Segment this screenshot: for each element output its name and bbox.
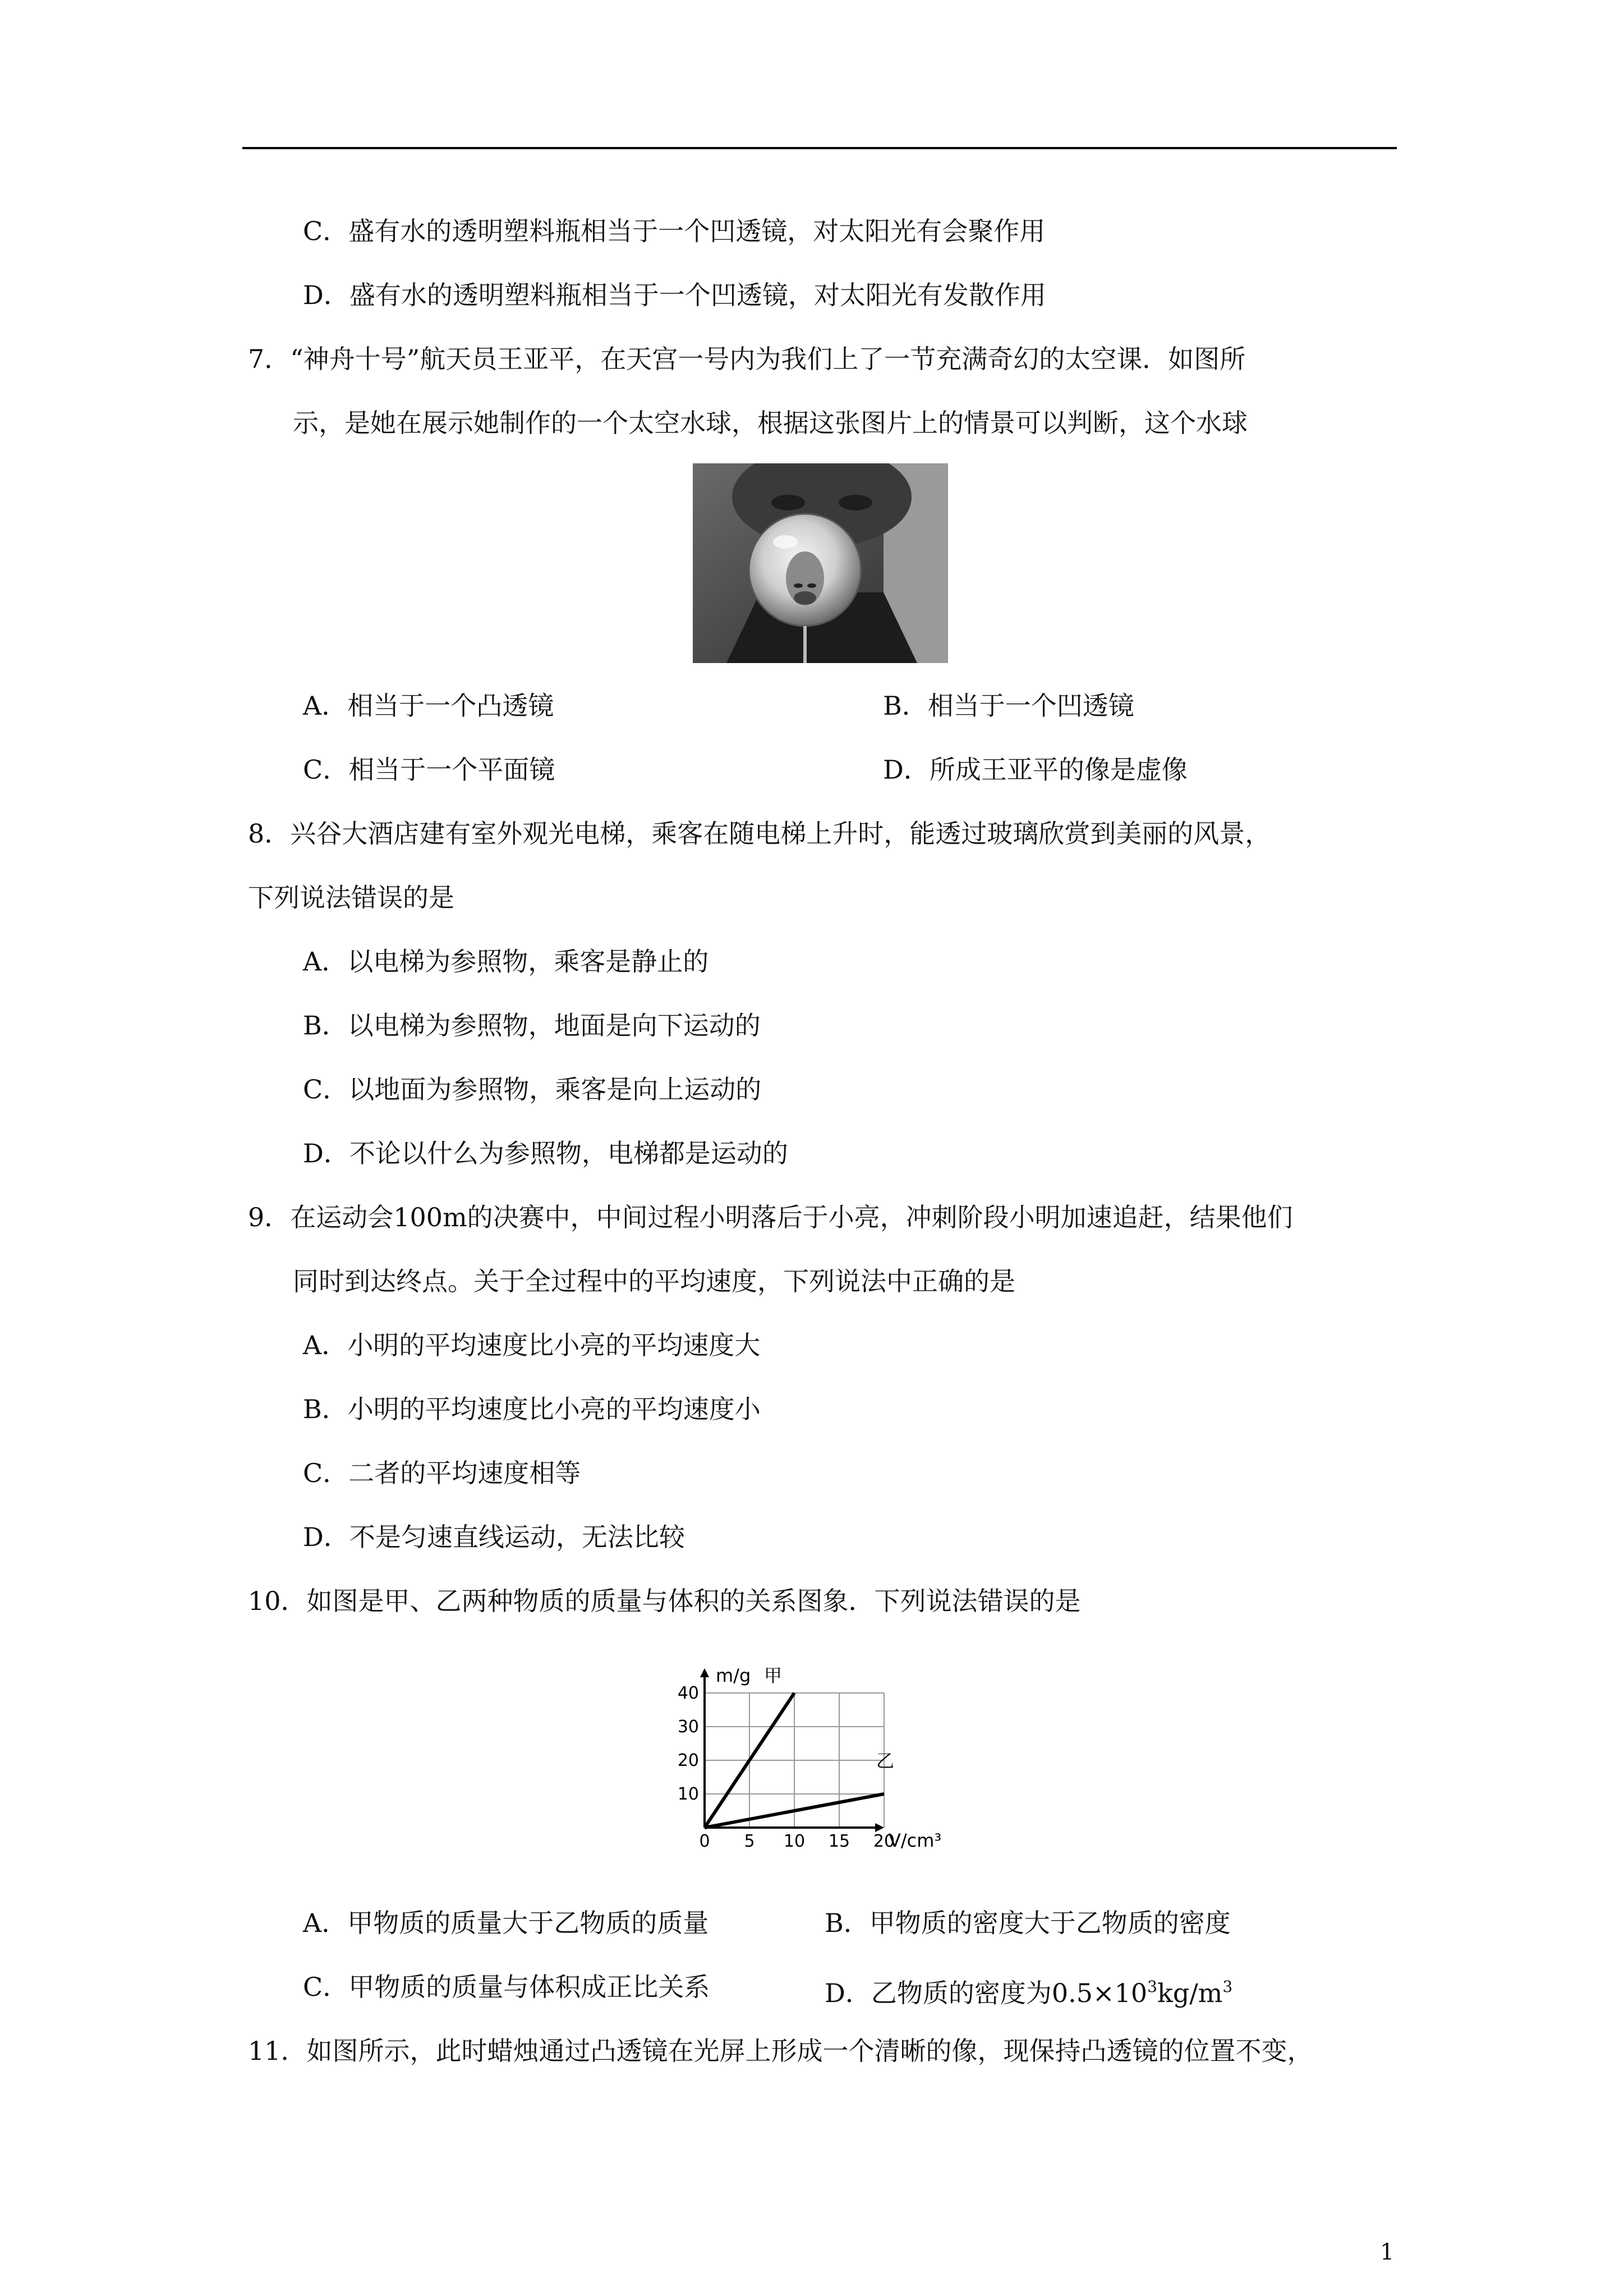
x-tick-0: 0 (699, 1832, 710, 1851)
q8-stem-line1: 8．兴谷大酒店建有室外观光电梯，乘客在随电梯上升时，能透过玻璃欣赏到美丽的风景， (248, 818, 1271, 849)
header-rule (242, 147, 1397, 149)
q9-option-c: C．二者的平均速度相等 (303, 1458, 581, 1488)
x-axis-label: V/cm³ (889, 1830, 942, 1851)
q7-option-c: C．相当于一个平面镜 (303, 754, 555, 785)
x-tick-20: 20 (873, 1832, 895, 1851)
q10-option-d-exponent: 3 (1147, 1977, 1157, 1996)
y-tick-10: 10 (677, 1784, 699, 1804)
q10-option-b: B．甲物质的密度大于乙物质的密度 (825, 1908, 1231, 1938)
x-axis-arrow (875, 1823, 884, 1832)
y-tick-20: 20 (677, 1751, 699, 1770)
q6-option-c: C．盛有水的透明塑料瓶相当于一个凹透镜，对太阳光有会聚作用 (303, 216, 1046, 246)
x-tick-15: 15 (828, 1832, 850, 1851)
q10-stem: 10．如图是甲、乙两种物质的质量与体积的关系图象．下列说法错误的是 (248, 1586, 1081, 1616)
q7-stem-line2: 示，是她在展示她制作的一个太空水球，根据这张图片上的情景可以判断，这个水球 (293, 408, 1248, 438)
q6-option-d: D．盛有水的透明塑料瓶相当于一个凹透镜，对太阳光有发散作用 (303, 280, 1046, 310)
page-number: 1 (1380, 2239, 1395, 2265)
q10-option-c: C．甲物质的质量与体积成正比关系 (303, 1972, 710, 2002)
q10-option-d (825, 1970, 1232, 2010)
q8-option-a: A．以电梯为参照物，乘客是静止的 (303, 946, 709, 977)
q7-option-b: B．相当于一个凹透镜 (883, 691, 1134, 721)
q8-option-b: B．以电梯为参照物，地面是向下运动的 (303, 1010, 761, 1041)
q10-option-d-unit-exponent: 3 (1222, 1977, 1233, 1996)
q7-option-a: A．相当于一个凸透镜 (303, 691, 554, 721)
y-tick-40: 40 (677, 1683, 699, 1703)
q7-stem-line1: 7．“神舟十号”航天员王亚平，在天宫一号内为我们上了一节充满奇幻的太空课．如图所 (248, 344, 1246, 374)
q10-option-d-unit: kg/m (1157, 1978, 1223, 2008)
q8-option-c: C．以地面为参照物，乘客是向上运动的 (303, 1074, 762, 1105)
q9-stem-line2: 同时到达终点。关于全过程中的平均速度，下列说法中正确的是 (293, 1266, 1015, 1296)
q10-option-d-text: D．乙物质的密度为0.5×10 (825, 1978, 1148, 2008)
y-tick-30: 30 (677, 1717, 699, 1737)
q10-option-a-text: A．甲物质的质量大于乙物质的质量 (303, 1908, 709, 1938)
astronaut-water-ball-photo (693, 463, 948, 663)
series-label-yi: 乙 (876, 1750, 895, 1772)
mass-volume-graph (671, 1659, 954, 1868)
q8-stem-line2: 下列说法错误的是 (248, 882, 454, 913)
q9-stem-line1: 9．在运动会100m的决赛中，中间过程小明落后于小亮，冲刺阶段小明加速追赶，结果他们 (248, 1202, 1293, 1232)
y-axis-label: m/g (716, 1665, 751, 1686)
q9-option-b: B．小明的平均速度比小亮的平均速度小 (303, 1394, 761, 1424)
x-tick-10: 10 (783, 1832, 806, 1851)
q11-stem-line1: 11．如图所示，此时蜡烛通过凸透镜在光屏上形成一个清晰的像，现保持凸透镜的位置不变， (248, 2036, 1313, 2066)
series-label-jia: 甲 (764, 1665, 783, 1686)
x-tick-5: 5 (744, 1832, 755, 1851)
q8-option-d: D．不论以什么为参照物，电梯都是运动的 (303, 1138, 788, 1168)
y-axis-arrow (700, 1668, 709, 1677)
q9-option-a: A．小明的平均速度比小亮的平均速度大 (303, 1330, 761, 1360)
q10-option-a (303, 1906, 709, 1940)
q9-option-d: D．不是匀速直线运动，无法比较 (303, 1522, 685, 1552)
q7-option-d: D．所成王亚平的像是虚像 (883, 754, 1188, 785)
